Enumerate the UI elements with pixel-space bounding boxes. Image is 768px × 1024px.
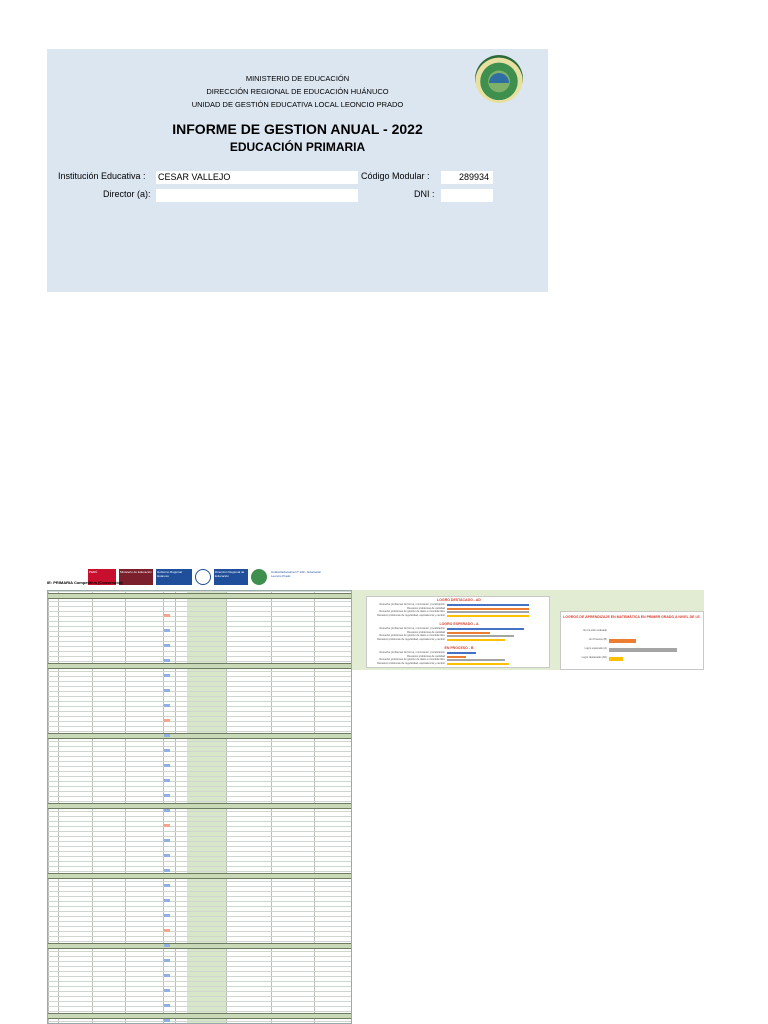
- table-row: [48, 886, 352, 887]
- grade-header-band: [48, 733, 352, 739]
- table-row: [48, 726, 352, 727]
- table-row: [48, 716, 352, 717]
- table-row: [48, 931, 352, 932]
- score-cell: [164, 989, 170, 992]
- table-row: [48, 796, 352, 797]
- table-row: [48, 746, 352, 747]
- table-row: [48, 786, 352, 787]
- level-chart: [367, 597, 551, 621]
- ministry-line: MINISTERIO DE EDUCACIÓN: [245, 74, 350, 83]
- chart-category-label: En Proceso (B): [589, 638, 607, 641]
- table-row: [48, 921, 352, 922]
- first-grade-chart-box: [560, 611, 704, 670]
- score-cell: [164, 779, 170, 782]
- table-row: [48, 851, 352, 852]
- chart-bar: [447, 659, 505, 661]
- table-row: [48, 626, 352, 627]
- score-cell: [164, 1019, 170, 1022]
- score-cell: [164, 734, 170, 737]
- table-row: [48, 881, 352, 882]
- score-cell: [164, 854, 170, 857]
- table-row: [48, 731, 352, 732]
- chart-category-label: Resuelve problemas de regularidad, equivalencia y cambio: [377, 661, 445, 665]
- grade-header-band: [48, 943, 352, 949]
- score-cell: [164, 764, 170, 767]
- score-cell: [164, 944, 170, 947]
- table-row: [48, 711, 352, 712]
- table-row: [48, 656, 352, 657]
- table-row: [48, 671, 352, 672]
- chart-category-label: Resuelve problemas de forma, movimiento y localización: [379, 651, 445, 654]
- chart-bar: [447, 652, 476, 654]
- table-row: [48, 911, 352, 912]
- grade-header-band: [48, 873, 352, 879]
- institution-logos: [88, 566, 328, 588]
- table-row: [48, 986, 352, 987]
- table-row: [48, 696, 352, 697]
- table-row: [48, 1001, 352, 1002]
- chart-bar: [447, 639, 505, 641]
- grade-header-band: [48, 663, 352, 669]
- table-row: [48, 611, 352, 612]
- table-row: [48, 591, 352, 592]
- table-row: [48, 916, 352, 917]
- table-row: [48, 1006, 352, 1007]
- table-row: [48, 676, 352, 677]
- table-row: [48, 661, 352, 662]
- score-cell: [164, 914, 170, 917]
- report-title: INFORME DE GESTION ANUAL - 2022: [172, 121, 423, 137]
- table-row: [48, 631, 352, 632]
- chart-category-label: Resuelve problemas de regularidad, equivalencia y cambio: [377, 613, 445, 617]
- table-row: [48, 941, 352, 942]
- chart-bar: [447, 632, 490, 634]
- table-row: [48, 801, 352, 802]
- table-row: [48, 846, 352, 847]
- table-row: [48, 701, 352, 702]
- table-row: [48, 606, 352, 607]
- sheet-caption: IE: PRIMARIA Competitiva (Conversión): [47, 580, 123, 585]
- grade-header-band: [48, 593, 352, 599]
- table-row: [48, 841, 352, 842]
- table-row: [48, 971, 352, 972]
- chart-category-label: Logro esperado (A): [584, 647, 607, 650]
- chart-bar: [609, 657, 623, 661]
- table-row: [48, 681, 352, 682]
- score-cell: [164, 824, 170, 827]
- level-chart: [367, 645, 551, 669]
- table-row: [48, 976, 352, 977]
- modular-code-field[interactable]: 289934: [441, 171, 493, 184]
- score-cell: [164, 959, 170, 962]
- dni-label: DNI :: [414, 189, 435, 199]
- grade-header-band: [48, 803, 352, 809]
- table-row: [48, 896, 352, 897]
- table-row: [48, 956, 352, 957]
- institution-field[interactable]: CESAR VALLEJO: [156, 171, 358, 184]
- score-cell: [164, 629, 170, 632]
- table-row: [48, 811, 352, 812]
- score-cell: [164, 974, 170, 977]
- table-row: [48, 771, 352, 772]
- table-row: [48, 1021, 352, 1022]
- score-cell: [164, 659, 170, 662]
- table-row: [48, 831, 352, 832]
- table-row: [48, 621, 352, 622]
- chart-bar: [447, 615, 529, 617]
- table-row: [48, 891, 352, 892]
- dre-logo: Dirección Regional de Educación: [214, 569, 248, 585]
- score-cell: [164, 794, 170, 797]
- table-row: [48, 961, 352, 962]
- table-row: [48, 776, 352, 777]
- institution-label: Institución Educativa :: [58, 171, 146, 181]
- dre-seal-icon: [195, 569, 211, 585]
- table-row: [48, 686, 352, 687]
- chart-category-label: Resuelve problemas de cantidad: [407, 606, 445, 610]
- table-row: [48, 826, 352, 827]
- table-row: [48, 1011, 352, 1012]
- chart-category-label: No ha sido evaluado: [583, 629, 607, 632]
- table-row: [48, 821, 352, 822]
- ugel-logo: Unidad Educativa N° 190 - Educación Leoncio Prado: [270, 569, 328, 585]
- table-row: [48, 901, 352, 902]
- modular-code-label: Código Modular :: [361, 171, 430, 181]
- table-row: [48, 706, 352, 707]
- chart-category-label: Resuelve problemas de gestión de datos e incertidumbre: [379, 634, 445, 637]
- table-row: [48, 926, 352, 927]
- table-row: [48, 741, 352, 742]
- chart-bar: [609, 639, 636, 643]
- ugel-small-seal-icon: [251, 569, 267, 585]
- table-row: [48, 646, 352, 647]
- score-cell: [164, 929, 170, 932]
- table-row: [48, 996, 352, 997]
- chart-title: LOGRO DESTACADO - AD: [437, 598, 481, 602]
- chart-category-label: Logro destacado (AD): [581, 656, 607, 659]
- table-row: [48, 651, 352, 652]
- region-line: DIRECCIÓN REGIONAL DE EDUCACIÓN HUÁNUCO: [206, 87, 389, 96]
- table-row: [48, 816, 352, 817]
- table-row: [48, 781, 352, 782]
- score-cell: [164, 719, 170, 722]
- table-row: [48, 616, 352, 617]
- report-spreadsheet: [47, 590, 352, 1024]
- score-cell: [164, 869, 170, 872]
- table-row: [48, 756, 352, 757]
- director-field[interactable]: [156, 189, 358, 202]
- table-row: [48, 856, 352, 857]
- score-cell: [164, 899, 170, 902]
- regional-government-logo: Gobierno Regional Huánuco: [156, 569, 192, 585]
- table-row: [48, 906, 352, 907]
- score-cell: [164, 839, 170, 842]
- chart-title: LOGRO ESPERADO - A: [439, 622, 479, 626]
- table-row: [48, 761, 352, 762]
- report-subtitle: EDUCACIÓN PRIMARIA: [229, 140, 366, 154]
- table-row: [48, 691, 352, 692]
- table-row: [48, 936, 352, 937]
- table-row: [48, 766, 352, 767]
- score-cell: [164, 689, 170, 692]
- score-cell: [164, 749, 170, 752]
- chart-category-label: Resuelve problemas de gestión de datos e incertidumbre: [379, 610, 445, 613]
- table-row: [48, 751, 352, 752]
- score-cell: [164, 644, 170, 647]
- chart-bar: [447, 604, 529, 606]
- ugel-line: UNIDAD DE GESTIÓN EDUCATIVA LOCAL LEONCIO PRADO: [191, 100, 404, 109]
- table-row: [48, 641, 352, 642]
- table-row: [48, 636, 352, 637]
- score-cell: [164, 1004, 170, 1007]
- table-row: [48, 836, 352, 837]
- chart-category-label: Resuelve problemas de cantidad: [407, 654, 445, 658]
- chart-category-label: Resuelve problemas de regularidad, equivalencia y cambio: [377, 637, 445, 641]
- levels-chart-box: [366, 596, 550, 668]
- chart-bar: [609, 648, 677, 652]
- chart-bar: [447, 628, 524, 630]
- table-row: [48, 966, 352, 967]
- table-row: [48, 791, 352, 792]
- grade-header-band: [48, 1013, 352, 1019]
- score-cell: [164, 614, 170, 617]
- chart-category-label: Resuelve problemas de gestión de datos e incertidumbre: [379, 658, 445, 661]
- chart-title: EN PROCESO - B: [444, 646, 474, 650]
- chart-category-label: Resuelve problemas de forma, movimiento y localización: [379, 627, 445, 630]
- dni-field[interactable]: [441, 189, 493, 202]
- table-row: [48, 991, 352, 992]
- minedu-logo: Ministerio de Educación: [119, 569, 153, 585]
- table-row: [48, 861, 352, 862]
- chart-category-label: Resuelve problemas de forma, movimiento y localización: [379, 603, 445, 606]
- table-row: [48, 866, 352, 867]
- chart-title: LOGROS DE APRENDIZAJE EN MATEMÁTICA EN PRIMER GRADO A NIVEL DE I.E.: [563, 615, 701, 619]
- chart-bar: [447, 663, 509, 665]
- table-row: [48, 981, 352, 982]
- level-chart: [367, 621, 551, 645]
- score-cell: [164, 884, 170, 887]
- chart-bar: [447, 608, 529, 610]
- chart-bar: [447, 656, 466, 658]
- director-label: Director (a):: [103, 189, 151, 199]
- score-cell: [164, 674, 170, 677]
- peru-logo: PERÚ: [88, 569, 116, 585]
- score-cell: [164, 704, 170, 707]
- chart-bar: [447, 611, 529, 613]
- table-row: [48, 951, 352, 952]
- table-row: [48, 871, 352, 872]
- chart-category-label: Resuelve problemas de cantidad: [407, 630, 445, 634]
- score-cell: [164, 809, 170, 812]
- table-row: [48, 721, 352, 722]
- table-row: [48, 601, 352, 602]
- chart-bar: [447, 635, 514, 637]
